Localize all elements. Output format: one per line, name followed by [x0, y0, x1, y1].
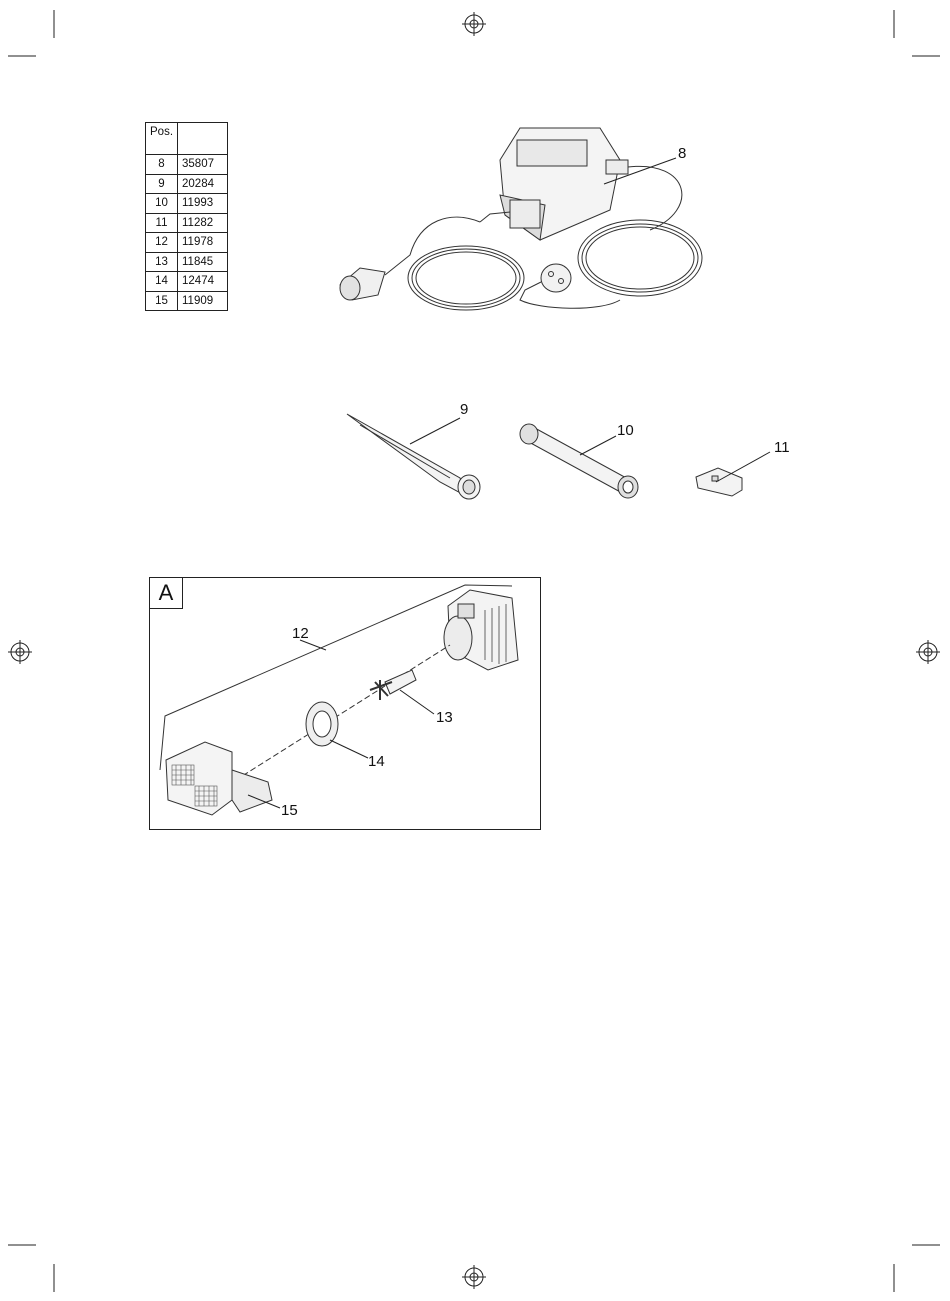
table-cell-number: 11845 — [178, 252, 228, 272]
transformer-illustration — [340, 128, 702, 310]
callout-15: 15 — [281, 802, 298, 819]
callout-10: 10 — [617, 422, 634, 439]
table-cell-number: 11978 — [178, 233, 228, 253]
table-cell-number: 35807 — [178, 155, 228, 175]
table-row — [146, 194, 228, 214]
table-cell-pos: 9 — [146, 174, 178, 194]
callout-13: 13 — [436, 709, 453, 726]
leader-line-11 — [716, 452, 770, 482]
callout-8: 8 — [678, 145, 687, 162]
table-row — [146, 252, 228, 272]
callout-9: 9 — [460, 401, 469, 418]
table-row — [146, 233, 228, 253]
table-cell-number: 12474 — [178, 272, 228, 292]
table-cell-pos: 11 — [146, 213, 178, 233]
table-cell-number: 20284 — [178, 174, 228, 194]
callout-14: 14 — [368, 753, 385, 770]
parts-table-header-number — [178, 123, 228, 155]
detail-box-a — [149, 577, 541, 830]
table-row — [146, 174, 228, 194]
leader-line-9 — [410, 418, 460, 444]
clip-illustration — [696, 468, 742, 496]
table-cell-pos: 13 — [146, 252, 178, 272]
registration-target-left — [8, 640, 32, 664]
table-row — [146, 272, 228, 292]
registration-target-right — [916, 640, 940, 664]
ground-spike-illustration — [347, 414, 480, 499]
leader-line-10 — [580, 436, 616, 455]
callout-12: 12 — [292, 625, 309, 642]
callout-11: 11 — [774, 439, 790, 456]
table-cell-pos: 15 — [146, 291, 178, 311]
table-cell-number: 11282 — [178, 213, 228, 233]
registration-target-bottom — [462, 1265, 486, 1289]
parts-table-header-pos: Pos. — [146, 123, 178, 155]
table-cell-number: 11909 — [178, 291, 228, 311]
table-cell-pos: 8 — [146, 155, 178, 175]
parts-table-header-row — [146, 123, 228, 155]
table-cell-pos: 12 — [146, 233, 178, 253]
table-cell-pos: 14 — [146, 272, 178, 292]
registration-target-top — [462, 12, 486, 36]
table-cell-number: 11993 — [178, 194, 228, 214]
parts-table — [145, 122, 228, 311]
table-row — [146, 213, 228, 233]
table-row — [146, 291, 228, 311]
table-cell-pos: 10 — [146, 194, 178, 214]
detail-box-label: A — [150, 578, 183, 609]
table-row — [146, 155, 228, 175]
